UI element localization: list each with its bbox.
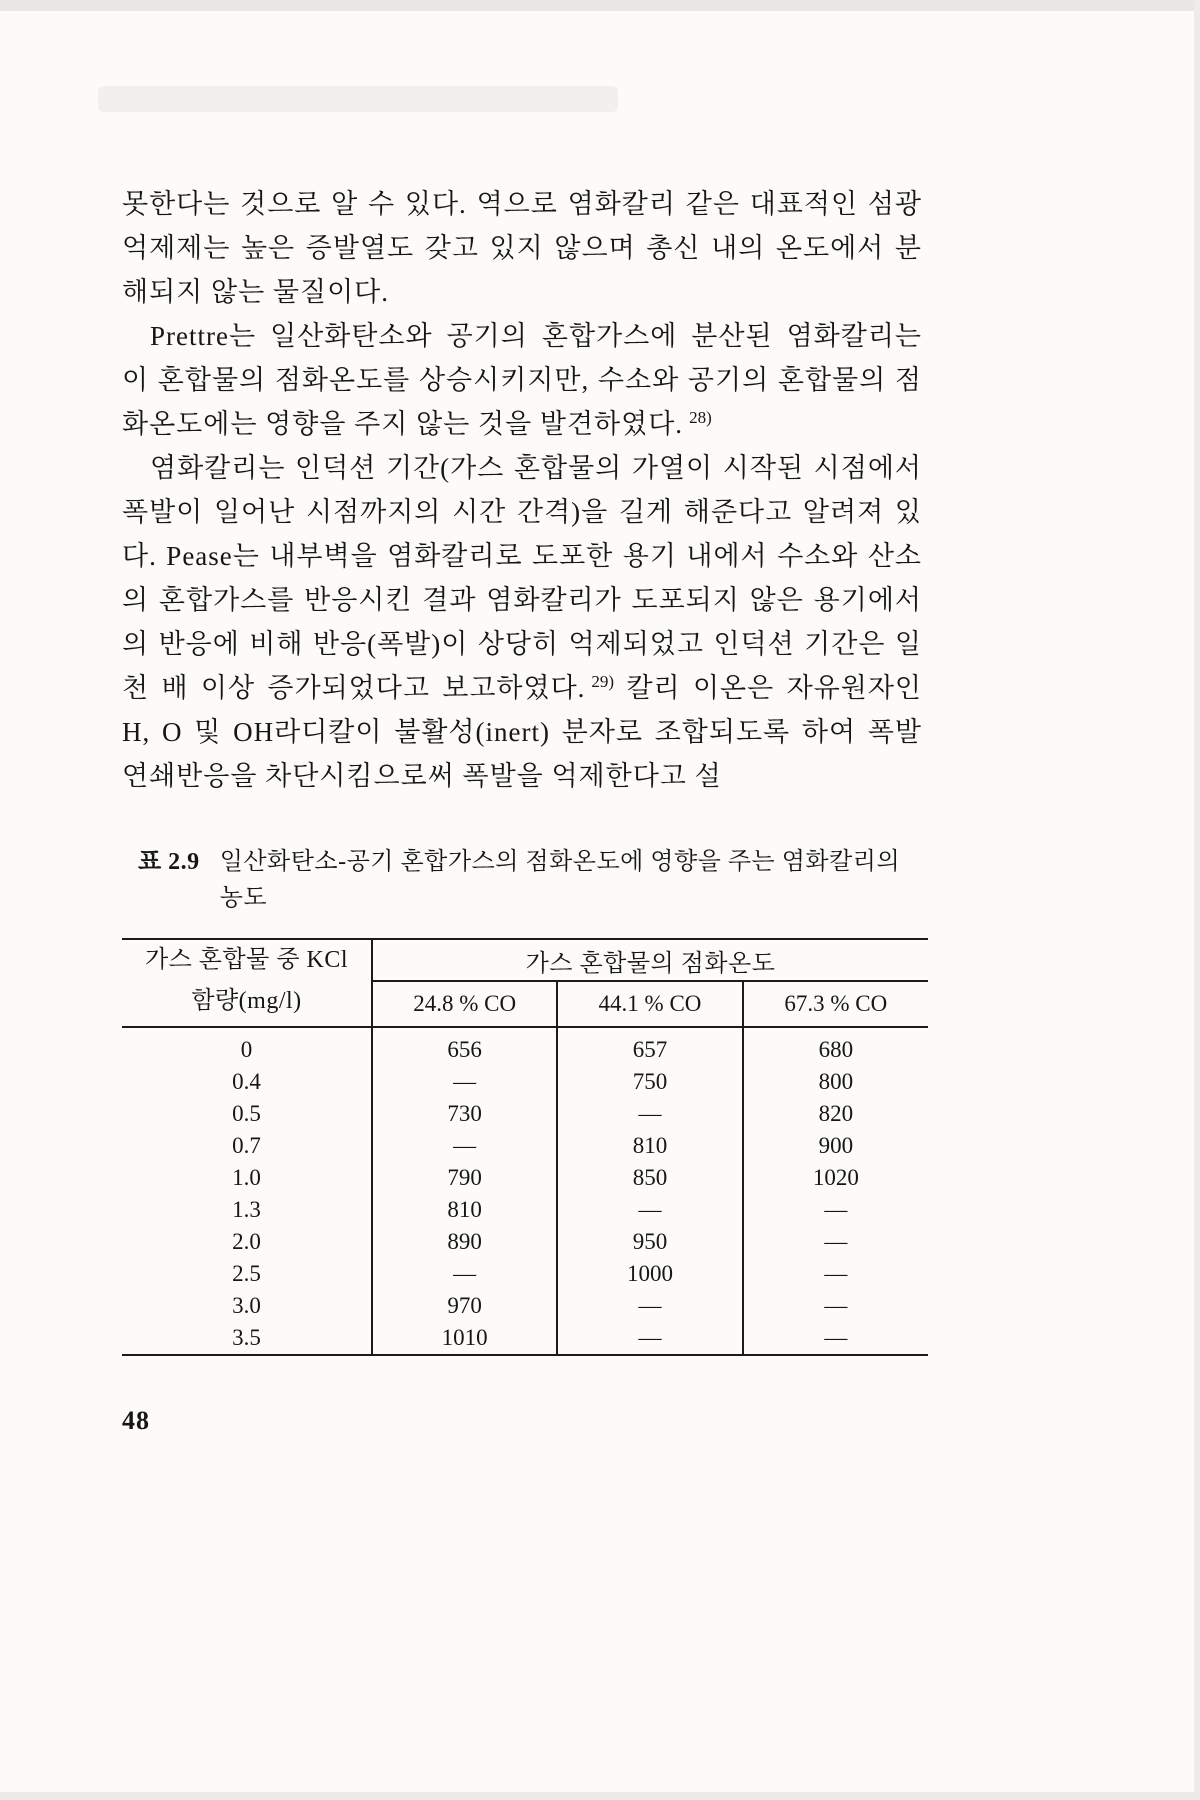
table-row: [122, 1098, 928, 1130]
ignition-temperature-cell: 730: [447, 1101, 482, 1126]
table-row: [122, 1322, 928, 1355]
ignition-temperature-cell: 950: [557, 1226, 742, 1258]
kcl-content-cell: 3.5: [122, 1322, 372, 1355]
co-column-header-3: 67.3 % CO: [743, 981, 928, 1027]
kcl-content-column-header: [122, 939, 372, 1027]
kcl-content-cell: 1.0: [122, 1162, 372, 1194]
paragraph: [122, 446, 922, 798]
ignition-temperature-cell: —: [743, 1322, 928, 1355]
kcl-header-line2: 함량(mg/l): [191, 988, 302, 1014]
ignition-temperature-cell: 850: [557, 1162, 742, 1194]
ignition-temperature-cell: 820: [743, 1098, 928, 1130]
paragraph-text: 염화칼리는 인덕션 기간(가스 혼합물의 가열이 시작된 시점에서 폭발이 일어난 시점까지의 시간 간격)을 길게 해준다고 알려져 있다. Pease는 내부벽을 염화칼리로 도포한 용기 내에서 수소와 산소의 혼합가스를 반응시킨 결과 염화칼리가 도포되지 않은 용기에서의 반응에 비해 반응(폭발)이 상당히 억제되었고 인덕션 기간은 일천 배 이상 증가되었다고 보고하였다.: [122, 453, 922, 703]
ignition-temp-group-header: 가스 혼합물의 점화온도: [372, 939, 928, 981]
paragraph-text: Prettre는 일산화탄소와 공기의 혼합가스에 분산된 염화칼리는 이 혼합물의 점화온도를 상승시키지만, 수소와 공기의 혼합물의 점화온도에는 영향을 주지 않는 것을 발견하였다.: [122, 321, 922, 439]
table-caption-text: 일산화탄소-공기 혼합가스의 점화온도에 영향을 주는 염화칼리의 농도: [219, 849, 901, 911]
table-caption-label: 표 2.9: [138, 849, 200, 875]
page-number: 48: [122, 1406, 150, 1435]
kcl-content-cell: 0.7: [122, 1130, 372, 1162]
table-header: [122, 939, 928, 1027]
ignition-temperature-cell: —: [557, 1098, 742, 1130]
co-column-header-2: 44.1 % CO: [557, 981, 742, 1027]
table-row: [122, 1194, 928, 1226]
ignition-temperature-cell: 810: [557, 1130, 742, 1162]
paragraph-text: 칼리 이온은 자유원자인 H, O 및 OH라디칼이 불활성(inert) 분자로 조합되도록 하여 폭발 연쇄반응을 차단시킴으로써 폭발을 억제한다고 설: [122, 673, 922, 791]
paragraph: [122, 182, 922, 314]
kcl-content-cell: 3.0: [122, 1290, 372, 1322]
kcl-content-cell: 0.4: [122, 1066, 372, 1098]
ignition-temperature-cell: 810: [447, 1197, 482, 1222]
table-row: [122, 1258, 928, 1290]
ignition-temperature-cell: 656: [447, 1037, 482, 1062]
table-row: [122, 1066, 928, 1098]
kcl-content-cell: 0.5: [122, 1098, 372, 1130]
footnote-reference: 28): [689, 408, 712, 427]
body-text: [122, 182, 922, 798]
kcl-content-cell: 1.3: [122, 1194, 372, 1226]
ignition-temperature-cell: —: [557, 1194, 742, 1226]
ignition-temperature-cell: 1010: [441, 1325, 488, 1350]
paragraph-text: 못한다는 것으로 알 수 있다. 역으로 염화칼리 같은 대표적인 섬광 억제제는 높은 증발열도 갖고 있지 않으며 총신 내의 온도에서 분해되지 않는 물질이다.: [122, 189, 922, 307]
scan-smudge: [98, 86, 618, 112]
ignition-temperature-cell: —: [743, 1258, 928, 1290]
table-row: [122, 1162, 928, 1194]
ignition-temperature-cell: 890: [447, 1229, 482, 1254]
table-row: [122, 1130, 928, 1162]
ignition-temperature-cell: —: [453, 1069, 477, 1094]
footnote-reference: 29): [591, 672, 615, 691]
table-row: [122, 1226, 928, 1258]
ignition-temperature-cell: 1020: [743, 1162, 928, 1194]
ignition-temperature-cell: —: [557, 1290, 742, 1322]
table-caption: [122, 844, 922, 916]
ignition-temperature-cell: —: [743, 1290, 928, 1322]
table-row: [122, 1290, 928, 1322]
ignition-temperature-cell: —: [743, 1226, 928, 1258]
ignition-temperature-cell: 750: [557, 1066, 742, 1098]
kcl-content-cell: 0: [122, 1027, 372, 1066]
ignition-temperature-cell: —: [453, 1261, 477, 1286]
kcl-content-cell: 2.5: [122, 1258, 372, 1290]
ignition-temperature-cell: 970: [447, 1293, 482, 1318]
ignition-temperature-cell: —: [743, 1194, 928, 1226]
paragraph: [122, 314, 922, 446]
co-column-header-1: 24.8 % CO: [372, 981, 557, 1027]
kcl-content-cell: 2.0: [122, 1226, 372, 1258]
ignition-temperature-table: [122, 938, 928, 1356]
scan-edge-right: [1194, 0, 1200, 1800]
kcl-header-line1: 가스 혼합물 중 KCl: [144, 947, 349, 973]
ignition-temperature-cell: 680: [743, 1027, 928, 1066]
ignition-temperature-cell: 790: [447, 1165, 482, 1190]
ignition-temperature-cell: 1000: [557, 1258, 742, 1290]
ignition-temperature-cell: 800: [743, 1066, 928, 1098]
table-row: [122, 1027, 928, 1066]
table-body: [122, 1027, 928, 1355]
ignition-temperature-cell: —: [557, 1322, 742, 1355]
ignition-temperature-cell: 657: [557, 1027, 742, 1066]
ignition-temperature-cell: —: [453, 1133, 477, 1158]
ignition-temperature-cell: 900: [743, 1130, 928, 1162]
scan-edge-bottom: [0, 1792, 1200, 1800]
scan-edge-top: [0, 0, 1200, 11]
